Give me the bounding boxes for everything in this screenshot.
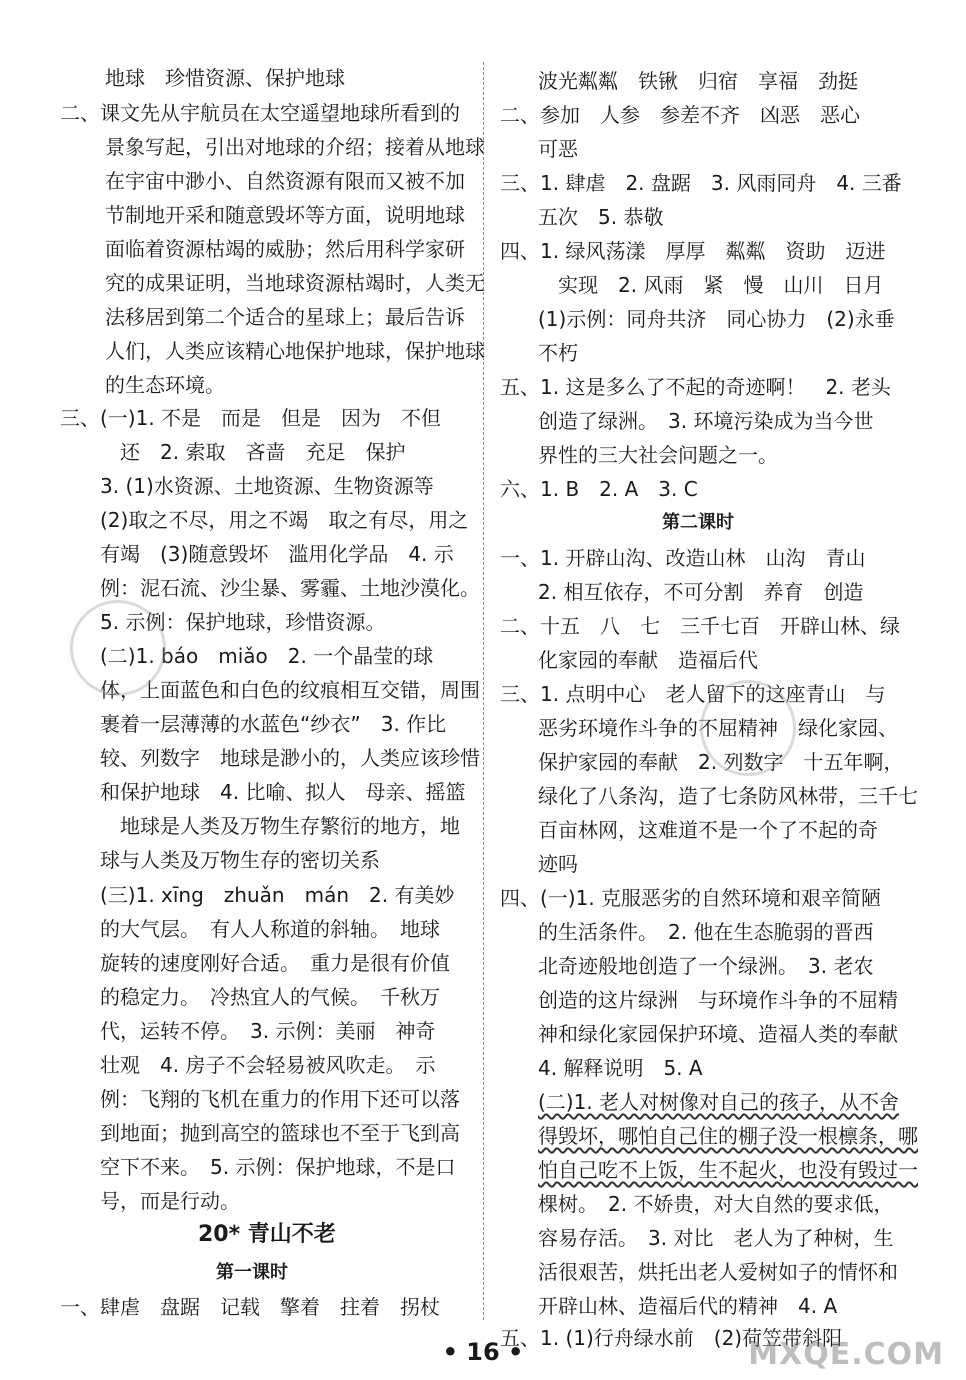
- text-line: 裹着一层薄薄的水蓝色“纱衣” 3. 作比: [100, 712, 447, 736]
- section-title: 第二课时: [662, 512, 734, 533]
- text-line: 还 2. 索取 吝啬 充足 保护: [120, 440, 406, 464]
- text-line: 空下不来。 5. 示例：保护地球，不是口: [100, 1155, 456, 1179]
- text-line: 的稳定力。 冷热宜人的气候。 千秋万: [100, 985, 440, 1009]
- text-line: 怕自己吃不上饭，生不起火，也没有毁过一: [538, 1158, 918, 1182]
- text-line: 壮观 4. 房子不会轻易被风吹走。 示: [100, 1053, 436, 1077]
- text-line: 四、1. 绿风荡漾 厚厚 粼粼 资助 迈进: [500, 239, 886, 263]
- text-line: 开辟山林、造福后代的精神 4. A: [538, 1294, 838, 1318]
- text-line: (2)取之不尽，用之不竭 取之有尽，用之: [100, 508, 469, 532]
- column-divider: [483, 62, 484, 1320]
- text-line: 神和绿化家园保护环境、造福人类的奉献: [538, 1022, 898, 1046]
- text-line: 四、(一)1. 克服恶劣的自然环境和艰辛简陋: [500, 886, 882, 910]
- text-line: 的大气层。 有人人称道的斜轴。 地球: [100, 917, 440, 941]
- watermark-stamp: [70, 600, 166, 696]
- text-line: 棵树。 2. 不娇贵，对大自然的要求低，: [538, 1192, 894, 1216]
- text-line: 例：泥石流、沙尘暴、雾霾、土地沙漠化。: [100, 576, 480, 600]
- lesson-title: 20* 青山不老: [198, 1222, 336, 1247]
- text-line: 波光粼粼 铁锹 归宿 享福 劲挺: [538, 69, 858, 93]
- text-line: 究的成果证明，当地球资源枯竭时，人类无: [105, 271, 485, 295]
- text-line: 面临着资源枯竭的威胁；然后用科学家研: [105, 237, 465, 261]
- text-line: 容易存活。 3. 对比 老人为了种树，生: [538, 1226, 894, 1250]
- text-line: 人们，人类应该精心地保护地球，保护地球: [105, 339, 485, 363]
- text-line: 的生活条件。 2. 他在生态脆弱的晋西: [538, 920, 874, 944]
- text-line: 二、十五 八 七 三千七百 开辟山林、绿: [500, 614, 900, 638]
- text-line: 代，运转不停。 3. 示例：美丽 神奇: [100, 1019, 436, 1043]
- text-line: 六、1. B 2. A 3. C: [500, 477, 698, 501]
- text-line: 有竭 (3)随意毁坏 滥用化学品 4. 示: [100, 542, 454, 566]
- text-line: 体，上面蓝色和白色的纹痕相互交错，周围: [100, 678, 480, 702]
- watermark-logo: MXQE.COM: [748, 1337, 944, 1372]
- text-line: 五次 5. 恭敬: [538, 205, 664, 229]
- text-line: 一、肆虐 盘踞 记载 擎着 拄着 拐杖: [60, 1295, 440, 1319]
- text-line: 球与人类及万物生存的密切关系: [100, 848, 380, 872]
- text-line: 化家园的奉献 造福后代: [538, 648, 758, 672]
- text-line: 绿化了八条沟，造了七条防风林带，三千七: [538, 784, 918, 808]
- text-line: 5. 示例：保护地球，珍惜资源。: [100, 610, 386, 634]
- text-line: 五、1. 这是多么了不起的奇迹啊！ 2. 老头: [500, 375, 891, 399]
- text-line: (三)1. xīng zhuǎn mán 2. 有美妙: [100, 883, 455, 907]
- text-line: 二、课文先从宇航员在太空遥望地球所看到的: [60, 101, 460, 125]
- text-line: 恶劣环境作斗争的不屈精神 绿化家园、: [538, 716, 898, 740]
- text-line: 创造的这片绿洲 与环境作斗争的不屈精: [538, 988, 898, 1012]
- text-line: 得毁坏，哪怕自己住的棚子没一根檩条，哪: [538, 1124, 918, 1148]
- text-line: 4. 解释说明 5. A: [538, 1056, 703, 1080]
- text-line: 较、列数字 地球是渺小的，人类应该珍惜: [100, 746, 480, 770]
- text-line: (二)1. báo miǎo 2. 一个晶莹的球: [100, 644, 434, 668]
- text-line: 一、1. 开辟山沟、改造山林 山沟 青山: [500, 546, 866, 570]
- text-line: 节制地开采和随意毁坏等方面，说明地球: [105, 203, 465, 227]
- text-line: 迹吗: [538, 852, 578, 876]
- text-line: 保护家园的奉献 2. 列数字 十五年啊，: [538, 750, 904, 774]
- text-line: 在宇宙中渺小、自然资源有限而又被不加: [105, 169, 465, 193]
- text-line: 实现 2. 风雨 紧 慢 山川 日月: [558, 273, 884, 297]
- text-line: 三、1. 点明中心 老人留下的这座青山 与: [500, 682, 886, 706]
- text-line: 2. 相互依存，不可分割 养育 创造: [538, 580, 864, 604]
- text-line: 五、1. (1)行舟绿水前 (2)荷笠带斜阳: [500, 1326, 843, 1350]
- watermark-stamp: [700, 680, 796, 776]
- text-line: 景象写起，引出对地球的介绍；接着从地球: [105, 135, 485, 159]
- text-line: 三、(一)1. 不是 而是 但是 因为 不但: [60, 406, 442, 430]
- text-line: (二)1. 老人对树像对自己的孩子，从不舍: [538, 1090, 900, 1114]
- text-line: 二、参加 人参 参差不齐 凶恶 恶心: [500, 103, 860, 127]
- text-line: (1)示例：同舟共济 同心协力 (2)永垂: [538, 307, 895, 331]
- text-line: 地球是人类及万物生存繁衍的地方，地: [120, 814, 460, 838]
- text-line: 活很艰苦，烘托出老人爱树如子的情怀和: [538, 1260, 898, 1284]
- text-line: 和保护地球 4. 比喻、拟人 母亲、摇篮: [100, 780, 466, 804]
- text-line: 地球 珍惜资源、保护地球: [105, 66, 345, 90]
- text-line: 例：飞翔的飞机在重力的作用下还可以落: [100, 1087, 460, 1111]
- text-line: 的生态环境。: [105, 373, 225, 397]
- text-line: 3. (1)水资源、土地资源、生物资源等: [100, 474, 434, 498]
- page-number: • 16 •: [442, 1338, 524, 1366]
- text-line: 三、1. 肆虐 2. 盘踞 3. 风雨同舟 4. 三番: [500, 171, 902, 195]
- text-line: 创造了绿洲。 3. 环境污染成为当今世: [538, 409, 874, 433]
- text-line: 法移居到第二个适合的星球上；最后告诉: [105, 305, 465, 329]
- text-line: 到地面；抛到高空的篮球也不至于飞到高: [100, 1121, 460, 1145]
- text-line: 百亩林网，这难道不是一个了不起的奇: [538, 818, 878, 842]
- section-title: 第一课时: [216, 1262, 288, 1283]
- text-line: 旋转的速度刚好合适。 重力是很有价值: [100, 951, 450, 975]
- text-line: 界性的三大社会问题之一。: [538, 443, 778, 467]
- text-line: 北奇迹般地创造了一个绿洲。 3. 老农: [538, 954, 874, 978]
- text-line: 可恶: [538, 137, 578, 161]
- text-line: 号，而是行动。: [100, 1189, 240, 1213]
- text-line: 不朽: [538, 341, 578, 365]
